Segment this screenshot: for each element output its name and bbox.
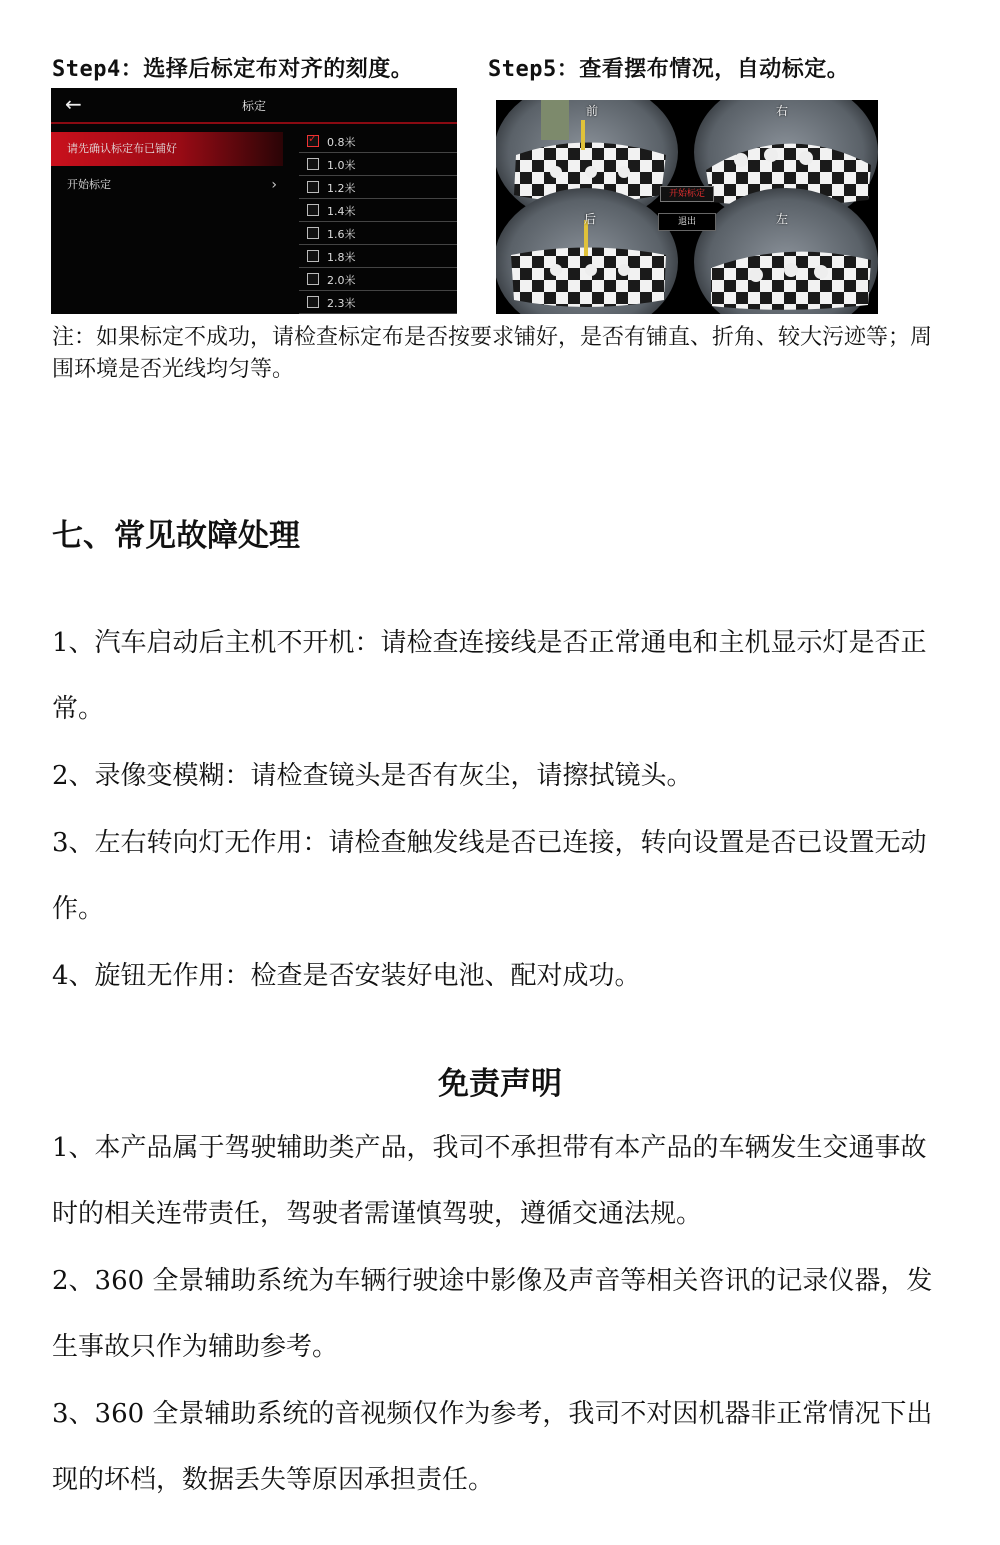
distance-option-label: 1.4米 bbox=[327, 205, 356, 218]
distance-option[interactable] bbox=[299, 222, 457, 245]
distance-option[interactable] bbox=[299, 245, 457, 268]
distance-option[interactable] bbox=[299, 291, 457, 314]
exit-button[interactable]: 退出 bbox=[658, 213, 716, 231]
screen-title: 标定 bbox=[241, 99, 266, 113]
menu-item-start-calibration[interactable] bbox=[51, 168, 283, 202]
front-camera-label: 前 bbox=[586, 104, 599, 118]
disclaimer-item: 2、360 全景辅助系统为车辆行驶途中影像及声音等相关咨讯的记录仪器，发生事故只作为辅助参考。 bbox=[52, 1266, 933, 1362]
left-camera-view bbox=[694, 188, 878, 314]
arrow-left-icon[interactable]: ← bbox=[65, 92, 82, 116]
disclaimer-item: 1、本产品属于驾驶辅助类产品，我司不承担带有本产品的车辆发生交通事故时的相关连带责任，驾驶者需谨慎驾驶，遵循交通法规。 bbox=[52, 1133, 927, 1229]
calibration-note: 注：如果标定不成功，请检查标定布是否按要求铺好，是否有铺直、折角、较大污迹等；周围环境是否光线均匀等。 bbox=[52, 325, 933, 382]
distance-option-label: 1.0米 bbox=[327, 159, 356, 172]
disclaimer-item: 3、360 全景辅助系统的音视频仅作为参考，我司不对因机器非正常情况下出现的坏档，数据丢失等原因承担责任。 bbox=[52, 1399, 933, 1495]
chevron-right-icon: › bbox=[271, 177, 277, 193]
calibration-settings-screenshot bbox=[51, 88, 457, 314]
checkbox[interactable] bbox=[307, 273, 319, 285]
right-camera-label: 右 bbox=[776, 104, 789, 118]
camera-calibration-screenshot bbox=[496, 100, 878, 314]
rear-camera-view bbox=[496, 188, 678, 314]
distance-option[interactable] bbox=[299, 268, 457, 291]
step4-heading: Step4：选择后标定布对齐的刻度。 bbox=[52, 57, 414, 82]
step5-heading: Step5：查看摆布情况，自动标定。 bbox=[488, 57, 850, 82]
rear-camera-label: 后 bbox=[584, 212, 597, 226]
distance-option-label: 0.8米 bbox=[327, 136, 356, 149]
checkbox[interactable] bbox=[307, 227, 319, 239]
menu-item-label: 开始标定 bbox=[67, 178, 111, 191]
checkbox[interactable] bbox=[307, 250, 319, 262]
start-calibration-label: 开始标定 bbox=[668, 189, 705, 199]
distance-option-label: 2.0米 bbox=[327, 274, 356, 287]
checkbox[interactable] bbox=[307, 135, 319, 147]
troubleshooting-item: 1、汽车启动后主机不开机：请检查连接线是否正常通电和主机显示灯是否正常。 bbox=[52, 628, 927, 724]
screen-top-bar bbox=[51, 88, 457, 124]
calibration-menu bbox=[51, 124, 291, 314]
troubleshooting-title: 七、常见故障处理 bbox=[52, 518, 300, 554]
troubleshooting-item: 3、左右转向灯无作用：请检查触发线是否已连接，转向设置是否已设置无动作。 bbox=[52, 828, 927, 924]
menu-item-confirm-cloth[interactable] bbox=[51, 132, 283, 166]
troubleshooting-item: 2、录像变模糊：请检查镜头是否有灰尘，请擦拭镜头。 bbox=[52, 761, 693, 791]
troubleshooting-item: 4、旋钮无作用：检查是否安装好电池、配对成功。 bbox=[52, 961, 641, 991]
checkbox[interactable] bbox=[307, 296, 319, 308]
distance-option[interactable] bbox=[299, 130, 457, 153]
menu-item-label: 请先确认标定布已铺好 bbox=[67, 142, 177, 155]
disclaimer-title: 免责声明 bbox=[438, 1066, 562, 1102]
distance-option-label: 1.6米 bbox=[327, 228, 356, 241]
checkbox[interactable] bbox=[307, 158, 319, 170]
distance-option-label: 2.3米 bbox=[327, 297, 356, 310]
distance-option[interactable] bbox=[299, 176, 457, 199]
distance-option-list bbox=[299, 130, 457, 314]
start-calibration-button[interactable] bbox=[660, 186, 714, 202]
distance-option-label: 1.2米 bbox=[327, 182, 356, 195]
distance-option-label: 1.8米 bbox=[327, 251, 356, 264]
checkbox[interactable] bbox=[307, 181, 319, 193]
distance-option[interactable] bbox=[299, 199, 457, 222]
left-camera-label: 左 bbox=[776, 212, 789, 226]
camera-views-graphic bbox=[496, 100, 878, 314]
checkbox[interactable] bbox=[307, 204, 319, 216]
distance-option[interactable] bbox=[299, 153, 457, 176]
